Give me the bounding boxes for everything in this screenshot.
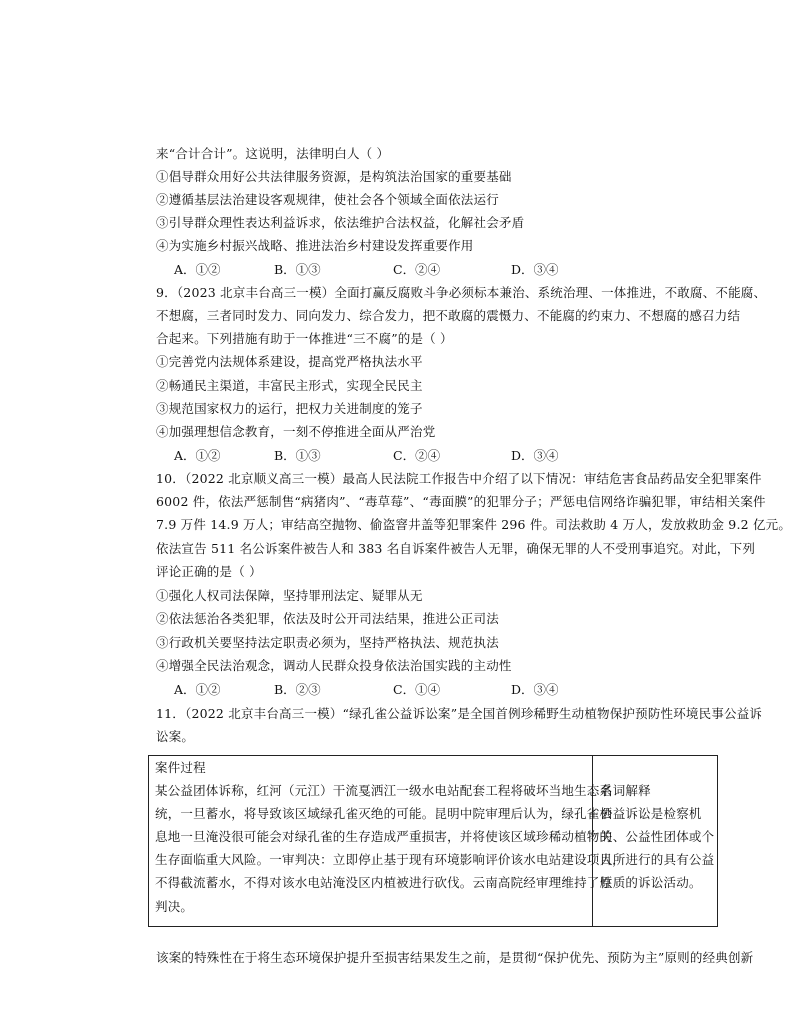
q10-option-b[interactable]: B．②③ — [274, 682, 321, 697]
case-process-title: 案件过程 — [155, 760, 206, 775]
q9-stem-line-1: 9．（2023 北京丰台高三一模）全面打赢反腐败斗争必须标本兼治、系统治理、一体推进，不敢腐、不能腐、 — [156, 285, 767, 300]
q8-option-b[interactable]: B．①③ — [274, 262, 321, 277]
q8-option-c[interactable]: C．②④ — [393, 262, 441, 277]
q9-item-1: ①完善党内法规体系建设，提高党严格执法水平 — [156, 354, 423, 369]
q10-item-2: ②依法惩治各类犯罪，依法及时公开司法结果，推进公正司法 — [156, 611, 499, 626]
q10-stem-line-1: 10．（2022 北京顺义高三一模）最高人民法院工作报告中介绍了以下情况：审结危害食品药品安全犯罪案件 — [156, 471, 762, 486]
q10-stem-line-4: 依法宣告 511 名公诉案件被告人和 383 名自诉案件被告人无罪，确保无罪的人不受刑事追究。对此，下列 — [156, 541, 756, 556]
q8-item-4: ④为实施乡村振兴战略、推进法治乡村建设发挥重要作用 — [156, 238, 474, 253]
q10-item-1: ①强化人权司法保障，坚持罪刑法定、疑罪从无 — [156, 588, 423, 603]
term-explanation-line-2: 关、公益性团体或个 — [600, 829, 715, 844]
q8-option-d[interactable]: D．③④ — [511, 262, 559, 277]
case-process-line-1: 某公益团体诉称，红河（元江）干流戛洒江一级水电站配套工程将破坏当地生态系 — [155, 783, 613, 798]
q9-option-d[interactable]: D．③④ — [511, 448, 559, 463]
q8-stem-tail: 来“合计合计”。这说明，法律明白人（ ） — [156, 146, 390, 161]
case-process-cell — [149, 756, 625, 926]
q10-stem-line-3: 7.9 万件 14.9 万人；审结高空抛物、偷盗窨井盖等犯罪案件 296 件。司法救助 4 万人，发放救助金 9.2 亿元。 — [156, 517, 792, 532]
q9-item-3: ③规范国家权力的运行，把权力关进制度的笼子 — [156, 401, 423, 416]
q10-stem-line-5: 评论正确的是（ ） — [156, 564, 262, 579]
q10-option-c[interactable]: C．①④ — [393, 682, 441, 697]
q10-option-a[interactable]: A．①② — [174, 682, 221, 697]
q9-option-b[interactable]: B．①③ — [274, 448, 321, 463]
q10-item-4: ④增强全民法治观念，调动人民群众投身依法治国实践的主动性 — [156, 658, 512, 673]
q8-item-3: ③引导群众理性表达利益诉求，依法维护合法权益，化解社会矛盾 — [156, 215, 525, 230]
q9-stem-line-3: 合起来。下列措施有助于一体推进“三不腐”的是（ ） — [156, 331, 453, 346]
case-process-line-3: 息地一旦淹没很可能会对绿孔雀的生存造成严重损害，并将使该区域珍稀动植物的 — [155, 829, 613, 844]
q9-item-2: ②畅通民主渠道，丰富民主形式，实现全民民主 — [156, 378, 423, 393]
term-explanation-line-3: 人所进行的具有公益 — [600, 852, 715, 867]
q11-stem-line-2: 讼案。 — [156, 729, 195, 744]
q11-after-text: 该案的特殊性在于将生态环境保护提升至损害结果发生之前，是贯彻“保护优先、预防为主”原则的经典创新 — [156, 950, 754, 965]
q9-stem-line-2: 不想腐，三者同时发力、同向发力、综合发力，把不敢腐的震慑力、不能腐的约束力、不想腐的感召力结 — [156, 308, 741, 323]
q8-item-1: ①倡导群众用好公共法律服务资源，是构筑法治国家的重要基础 — [156, 169, 512, 184]
q9-option-c[interactable]: C．②④ — [393, 448, 441, 463]
q8-option-a[interactable]: A．①② — [174, 262, 221, 277]
q9-item-4: ④加强理想信念教育，一刻不停推进全面从严治党 — [156, 424, 436, 439]
q8-item-2: ②遵循基层法治建设客观规律，使社会各个领域全面依法运行 — [156, 192, 499, 207]
case-process-line-2: 统，一旦蓄水，将导致该区域绿孔雀灭绝的可能。昆明中院审理后认为，绿孔雀栖 — [155, 806, 613, 821]
case-process-line-4: 生存面临重大风险。一审判决：立即停止基于现有环境影响评价该水电站建设项目， — [155, 852, 625, 867]
q10-option-d[interactable]: D．③④ — [511, 682, 559, 697]
term-explanation-line-4: 性质的诉讼活动。 — [600, 875, 702, 890]
term-explanation-title: 名词解释 — [600, 783, 651, 798]
q9-option-a[interactable]: A．①② — [174, 448, 221, 463]
case-process-line-6: 判决。 — [155, 899, 194, 914]
q10-item-3: ③行政机关要坚持法定职责必须为，坚持严格执法、规范执法 — [156, 635, 499, 650]
q11-stem-line-1: 11．（2022 北京丰台高三一模）“绿孔雀公益诉讼案”是全国首例珍稀野生动植物保护预防性环境民事公益诉 — [156, 706, 763, 721]
case-table — [148, 755, 718, 927]
term-explanation-cell — [593, 756, 717, 926]
q10-stem-line-2: 6002 件，依法严惩制售“病猪肉”、“毒草莓”、“毒面膜”的犯罪分子；严惩电信网络诈骗犯罪，审结相关案件 — [156, 494, 766, 509]
term-explanation-line-1: 公益诉讼是检察机 — [600, 806, 702, 821]
case-process-line-5: 不得截流蓄水，不得对该水电站淹没区内植被进行砍伐。云南高院经审理维持了原 — [155, 875, 613, 890]
